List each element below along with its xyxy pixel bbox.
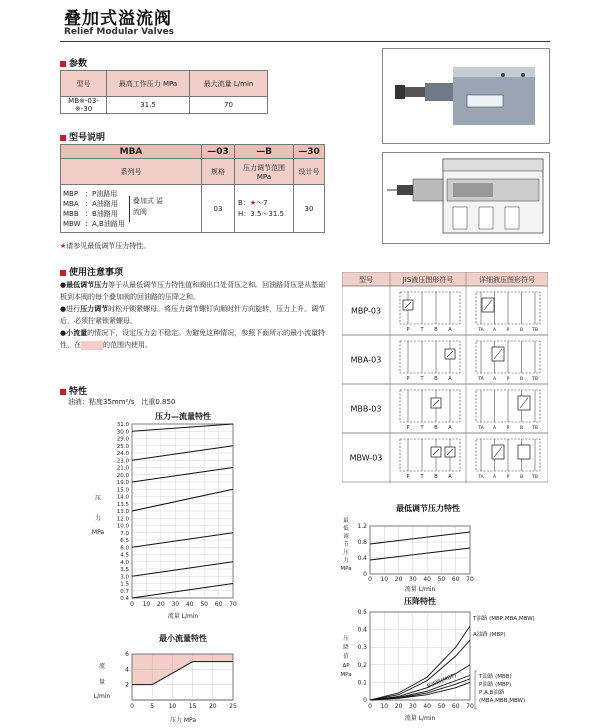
jis-port-label: P [406, 376, 410, 382]
x-tick-label: 20 [394, 576, 403, 583]
detail-port-label: P [506, 475, 510, 480]
chart-title: 最小流量特性 [159, 634, 207, 643]
x-tick-label: 0 [368, 703, 372, 710]
detail-port-label: TB [532, 328, 538, 333]
params-cell-flow: 70 [190, 97, 268, 114]
detail-port-label: TA [478, 377, 484, 382]
jis-port-label: B [434, 327, 438, 333]
y-axis-label: 压 [94, 495, 102, 502]
y-axis-label: 压 [343, 550, 349, 556]
model-code-series: MBA [61, 145, 202, 159]
y-tick-label: 15.0 [116, 487, 129, 494]
cutaway-drawing [382, 152, 550, 244]
model-sub-range: 压力调节范围 MPa [235, 159, 294, 185]
symbol-table [342, 272, 548, 483]
x-tick-label: 0 [130, 601, 134, 608]
y-tick-label: 14.0 [116, 494, 129, 501]
y-tick-label: 0.3 [357, 644, 367, 652]
y-tick-label: 31.0 [116, 422, 129, 428]
x-tick-label: 10 [168, 703, 177, 710]
y-tick-label: 6.5 [120, 538, 129, 544]
char-section-title: 特性 [60, 384, 87, 397]
model-sub-design: 设计号 [294, 159, 325, 185]
params-col-pressure: 最高工作压力 MPa [107, 71, 190, 97]
detail-port-label: B [519, 377, 524, 382]
detail-port-label: A [492, 475, 497, 480]
symbol-row-label: MBP-03 [350, 306, 382, 316]
model-code-range: —B [235, 145, 294, 159]
x-tick-label: 40 [423, 576, 431, 583]
x-tick-label: 20 [208, 703, 217, 710]
x-tick-label: 5 [150, 703, 155, 710]
y-axis-label: MPa [340, 672, 352, 678]
note-3: ●小流量的情况下，设定压力会不稳定。为避免这种情况，参照下面所示的最小流量特性，在 的范围内使用。 [60, 329, 326, 349]
x-tick-label: 0 [130, 703, 134, 710]
x-axis-label: 流量 L/min [404, 715, 436, 722]
y-axis-label: L/min [93, 693, 111, 700]
label-a: A油路 (MBP) [473, 632, 506, 638]
y-tick-label: 0.4 [120, 596, 129, 602]
x-tick-label: 30 [409, 576, 417, 583]
model-design-cell: 30 [294, 185, 325, 233]
y-axis-label: 调 [343, 534, 349, 540]
y-axis-label: 最 [343, 518, 349, 524]
y-tick-label: 6 [125, 651, 129, 658]
model-series-cell [61, 185, 202, 233]
note-1: ●最低调节压力等于从最低调节压力特性值和阀出口处背压之和。回油路背压是从基础板到本阀的每个叠加阀的回油路的压降之和。 [60, 281, 326, 301]
jis-port-label: T [420, 474, 424, 480]
y-axis-label: 低 [343, 526, 349, 532]
chart-title: 最低调节压力特性 [396, 504, 460, 513]
params-col-flow: 最大流量 L/min [190, 71, 268, 97]
jis-port-label: B [434, 376, 438, 382]
label-bottom: T油路 (MBB) [479, 674, 512, 680]
label-t: T油路 (MBP,MBA,MBW) [473, 616, 535, 622]
x-axis-label: 流量 L/min [167, 613, 199, 620]
char-condition: 油液：粘度35mm²/s 比重0.850 [68, 398, 176, 406]
jis-port-label: P [406, 327, 410, 333]
y-axis-label: MPa [91, 529, 105, 536]
y-axis-label: MPa [340, 566, 352, 572]
model-sub-series: 系列号 [61, 159, 202, 185]
y-tick-label: 13.0 [116, 509, 129, 515]
x-tick-label: 40 [423, 703, 431, 710]
detail-port-label: TB [532, 426, 538, 431]
y-tick-label: 24.0 [116, 451, 129, 457]
detail-port-label: TA [478, 475, 484, 480]
detail-port-label: P [506, 328, 510, 333]
min-flow-chart [88, 632, 248, 728]
title-divider [60, 41, 550, 42]
x-tick-label: 60 [214, 601, 223, 608]
detail-port-label: B [519, 328, 524, 333]
series-mbw: MBW ：A,B油路用 [63, 219, 125, 228]
jis-port-label: B [434, 474, 438, 480]
symbol-table-svg [342, 272, 548, 483]
y-tick-label: 30.0 [116, 429, 129, 436]
detail-port-label: A [492, 377, 497, 382]
highlight-swatch [81, 341, 103, 350]
y-axis-label: 力 [343, 558, 349, 564]
label-b: B油路(MBP) [426, 672, 458, 690]
y-tick-label: 4.0 [120, 559, 129, 566]
detail-port-label: A [492, 328, 497, 333]
detail-port-label: TB [532, 377, 538, 382]
label-bracket [475, 671, 477, 709]
y-tick-label: 0.5 [357, 609, 367, 616]
detail-valve-symbol-2 [518, 445, 530, 459]
y-tick-label: 10.0 [116, 523, 129, 530]
x-tick-label: 40 [185, 601, 194, 608]
jis-port-label: A [448, 474, 452, 480]
y-tick-label: 2 [125, 681, 129, 689]
detail-port-label: TB [532, 475, 538, 480]
x-tick-label: 30 [171, 601, 180, 608]
series-mba: MBA ：A油路用 [63, 199, 118, 208]
y-tick-label: 6.0 [120, 545, 129, 552]
y-axis-label: 降 [343, 645, 349, 651]
y-tick-label: 4.5 [120, 552, 129, 559]
jis-port-label: B [434, 425, 438, 431]
page-title: 叠加式溢流阀 [64, 9, 172, 29]
x-tick-label: 25 [229, 703, 237, 710]
y-axis-label: 流 [98, 663, 106, 670]
model-table [60, 144, 325, 233]
y-tick-label: 1.5 [120, 581, 129, 588]
min-pressure-chart [330, 500, 490, 596]
y-tick-label: 20.0 [116, 472, 129, 479]
y-axis-label: 力 [94, 515, 102, 522]
y-tick-label: 0.1 [357, 679, 367, 687]
jis-symbol-box [400, 390, 460, 422]
jis-port-label: T [420, 425, 424, 431]
y-tick-label: 23.0 [116, 458, 129, 465]
symbol-header-0: 型号 [359, 276, 373, 284]
x-tick-label: 70 [466, 703, 474, 710]
params-table [60, 70, 268, 114]
product-photo [382, 48, 550, 144]
detail-port-label: P [506, 377, 510, 382]
detail-port-label: TA [478, 426, 484, 431]
x-tick-label: 30 [409, 703, 417, 710]
y-tick-label: 21.0 [116, 465, 129, 472]
params-cell-model: MB※-03-※-30 [61, 97, 107, 114]
params-section-title: 参数 [60, 56, 87, 69]
y-tick-label: 29.0 [116, 436, 129, 443]
x-axis-label: 压力 MPa [169, 717, 197, 724]
y-tick-label: 7.0 [120, 530, 129, 537]
model-sub-size: 规格 [202, 159, 235, 185]
y-axis-label: ΔP [342, 663, 350, 669]
label-bottom: P,A,B油路 [479, 690, 505, 696]
notes-text [60, 279, 330, 351]
pressure-flow-chart [88, 410, 248, 628]
jis-port-label: P [406, 425, 410, 431]
symbol-header-2: 详细液压图形符号 [479, 276, 535, 284]
series-mbp: MBP ：P油路用 [63, 189, 118, 198]
jis-port-label: P [406, 474, 410, 480]
pressure-drop-chart [330, 596, 550, 728]
jis-port-label: T [420, 327, 424, 333]
symbol-row-label: MBW-03 [349, 453, 383, 463]
model-size-cell: 03 [202, 185, 235, 233]
label-bottom: (MBA,MBB,MBW) [479, 698, 526, 704]
detail-port-label: A [492, 426, 497, 431]
y-axis-label: 量 [98, 679, 106, 686]
x-tick-label: 10 [380, 576, 389, 583]
series-group-label: 叠加式 溢流阀 [129, 196, 167, 222]
page-subtitle: Relief Modular Valves [64, 27, 175, 37]
jis-port-label: A [448, 327, 452, 333]
jis-port-label: A [448, 376, 452, 382]
x-tick-label: 10 [380, 703, 389, 710]
y-axis-label: 压 [343, 636, 349, 642]
y-tick-label: 19.0 [116, 480, 129, 486]
detail-port-label: P [506, 426, 510, 431]
x-tick-label: 70 [466, 576, 474, 583]
x-axis-label: 流量 L/min [404, 586, 436, 593]
y-tick-label: 12.0 [116, 516, 129, 523]
chart-title: 压力—流量特性 [155, 412, 211, 421]
label-bottom: P油路 (MBP) [479, 682, 512, 688]
y-tick-label: 0 [363, 571, 367, 578]
detail-port-label: B [519, 475, 524, 480]
y-tick-label: 0.4 [357, 626, 367, 634]
params-col-model: 型号 [61, 71, 107, 97]
y-axis-label: 值 [343, 654, 349, 660]
x-tick-label: 0 [368, 576, 372, 583]
y-tick-label: 3.5 [120, 567, 129, 573]
y-tick-label: 0 [363, 697, 367, 704]
jis-port-label: T [420, 376, 424, 382]
x-tick-label: 60 [451, 703, 460, 710]
model-code-size: —03 [202, 145, 235, 159]
plot-frame [370, 612, 470, 700]
model-section-title: 型号说明 [60, 130, 105, 143]
symbol-row-label: MBB-03 [350, 404, 382, 414]
x-tick-label: 70 [229, 601, 237, 608]
model-note: ★请参见最低调节压力特性。 [60, 242, 151, 250]
x-tick-label: 50 [437, 576, 446, 583]
jis-port-label: A [448, 425, 452, 431]
y-axis-label: 节 [343, 542, 349, 548]
note-2: ●进行压力调节时松开锁紧螺母。将压力调节螺钉向顺时针方向旋转，压力上升。调节后，必须拧紧锁紧螺母。 [60, 305, 326, 325]
y-tick-label: 13.5 [116, 501, 129, 508]
x-tick-label: 50 [437, 703, 446, 710]
series-mbb: MBB ：B油路用 [63, 209, 118, 218]
x-tick-label: 20 [157, 601, 165, 608]
y-tick-label: 0.2 [357, 661, 367, 669]
model-code-design: —30 [294, 145, 325, 159]
y-tick-label: 3.0 [120, 574, 129, 581]
y-tick-label: 0.8 [357, 539, 367, 546]
symbol-header-1: JIS液压图形符号 [402, 276, 454, 284]
notes-section-title: 使用注意事项 [60, 265, 123, 278]
x-tick-label: 60 [451, 576, 460, 583]
y-tick-label: 1.2 [357, 523, 367, 530]
detail-port-label: TA [478, 328, 484, 333]
params-cell-pressure: 31.5 [107, 97, 190, 114]
chart-title: 压降特性 [404, 597, 436, 606]
model-range-cell: B：★～7 H：3.5～31.5 [235, 185, 294, 233]
x-tick-label: 50 [200, 601, 208, 608]
x-tick-label: 20 [394, 703, 403, 710]
y-tick-label: 4 [125, 666, 129, 674]
y-tick-label: 25.0 [116, 443, 129, 450]
y-tick-label: 0.4 [357, 555, 367, 562]
x-tick-label: 10 [142, 601, 151, 608]
symbol-row-label: MBA-03 [350, 355, 382, 365]
detail-port-label: B [519, 426, 524, 431]
y-tick-label: 0.7 [120, 588, 129, 595]
x-tick-label: 15 [188, 703, 197, 710]
